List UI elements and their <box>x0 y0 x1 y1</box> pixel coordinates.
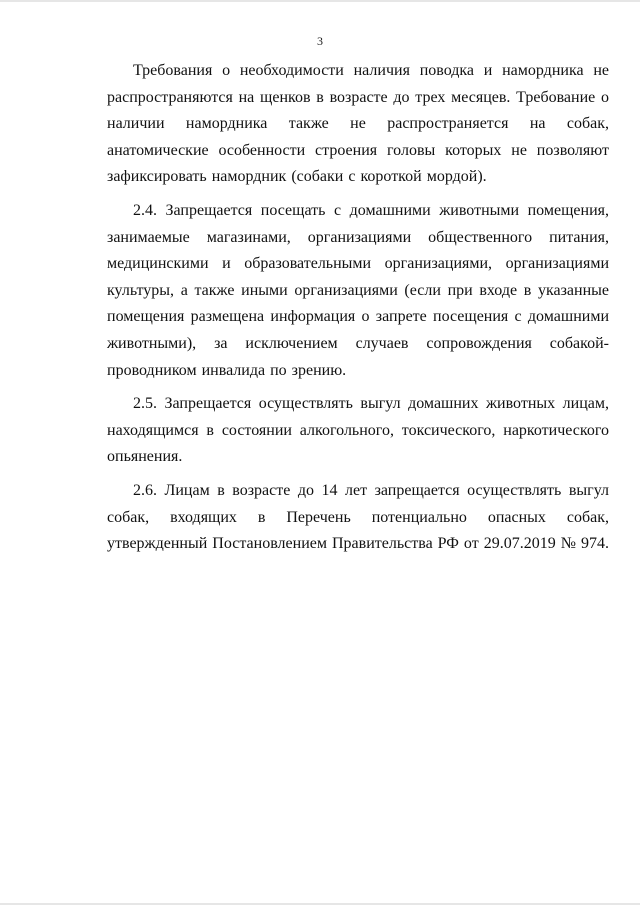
paragraph-2-6: 2.6. Лицам в возрасте до 14 лет запрещается осуществлять выгул собак, входящих в Перечень потенциально опасных собак, утвержденный Постановлением Правительства РФ от 29.07.2019 № 974. <box>107 481 609 553</box>
document-body <box>107 58 609 558</box>
paragraph-muzzle-requirements: Требования о необходимости наличия поводка и намордника не распространяются на щенков в возрасте до трех месяцев. Требование о наличии намордника также не распространяется на собак, анатомические особенности строения головы которых не позволяют зафиксировать намордник (собаки с короткой мордой). <box>107 62 609 186</box>
paragraph-2-5: 2.5. Запрещается осуществлять выгул домашних животных лицам, находящимся в состоянии алкогольного, токсического, наркотического опьянения. <box>107 395 609 466</box>
page-number: 3 <box>317 34 323 48</box>
scan-edge-top <box>0 0 640 2</box>
paragraph-2-4: 2.4. Запрещается посещать с домашними животными помещения, занимаемые магазинами, организациями общественного питания, медицинскими и образовательными организациями, организациями культуры, а также иными организациями (если при входе в указанные помещения размещена информация о запрете посещения с домашними животными), за исключением случаев сопровождения собакой-проводником инвалида по зрению. <box>107 201 609 379</box>
